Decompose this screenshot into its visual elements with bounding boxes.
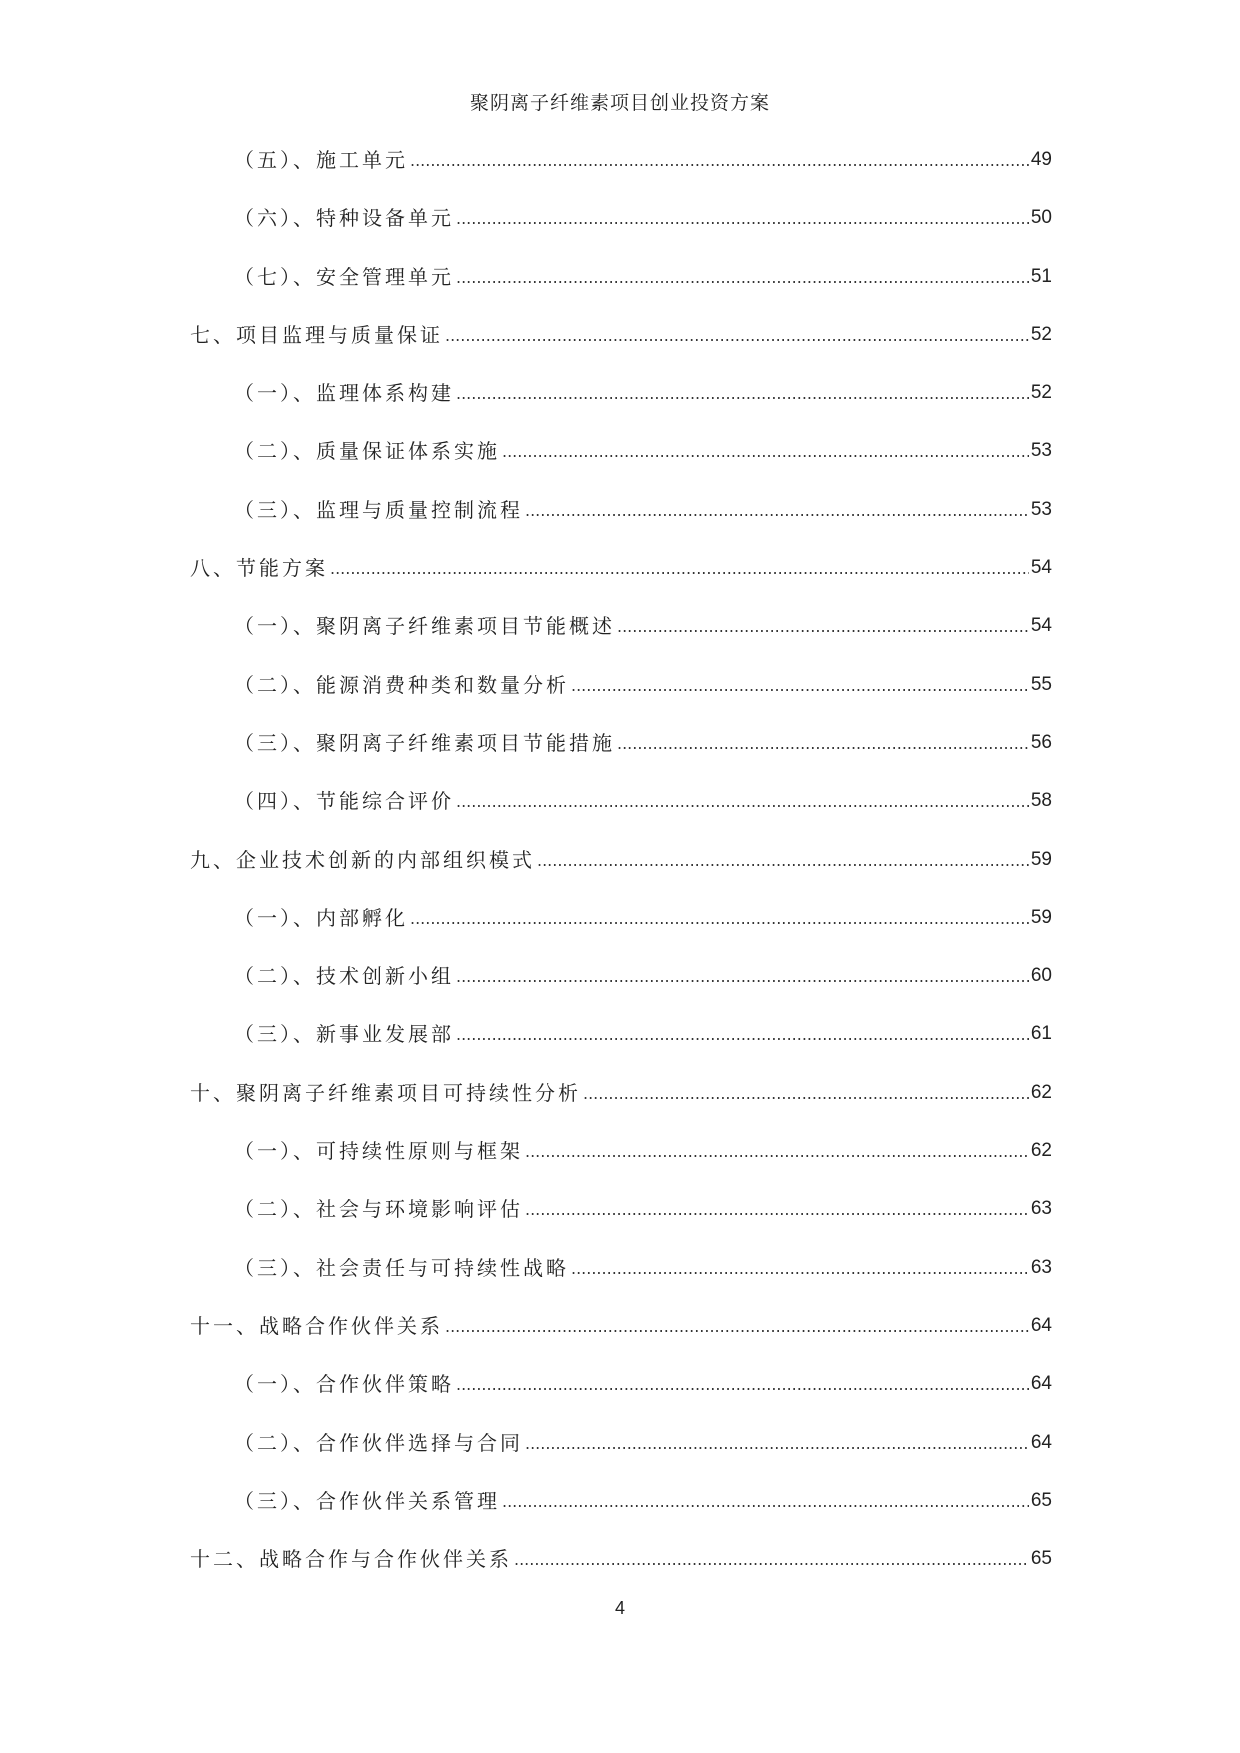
toc-entry-page-number: 65 bbox=[1030, 1548, 1052, 1570]
toc-section-entry[interactable] bbox=[190, 962, 1052, 1020]
toc-dot-leader bbox=[410, 146, 1029, 176]
toc-entry-title: 七、项目监理与质量保证 bbox=[190, 322, 443, 347]
toc-entry-page-number: 58 bbox=[1030, 790, 1052, 812]
toc-dot-leader bbox=[410, 904, 1029, 934]
toc-entry-title: 八、节能方案 bbox=[190, 556, 328, 581]
toc-entry-page-number: 62 bbox=[1030, 1140, 1052, 1162]
toc-dot-leader bbox=[502, 1487, 1029, 1517]
toc-chapter-entry[interactable] bbox=[190, 321, 1052, 379]
toc-dot-leader bbox=[617, 729, 1029, 759]
toc-entry-title: （三）、聚阴离子纤维素项目节能措施 bbox=[234, 730, 615, 755]
toc-entry-title: （二）、合作伙伴选择与合同 bbox=[234, 1430, 523, 1455]
toc-entry-title: （二）、社会与环境影响评估 bbox=[234, 1197, 523, 1222]
toc-entry-title: （一）、内部孵化 bbox=[234, 905, 408, 930]
toc-dot-leader bbox=[456, 787, 1029, 817]
toc-entry-title: 十、聚阴离子纤维素项目可持续性分析 bbox=[190, 1080, 581, 1105]
toc-entry-title: 九、企业技术创新的内部组织模式 bbox=[190, 847, 535, 872]
page-header-title: 聚阴离子纤维素项目创业投资方案 bbox=[469, 92, 770, 114]
toc-section-entry[interactable] bbox=[190, 1254, 1052, 1312]
toc-entry-title: （七）、安全管理单元 bbox=[234, 264, 454, 289]
toc-dot-leader bbox=[525, 1429, 1029, 1459]
toc-entry-page-number: 55 bbox=[1030, 673, 1052, 695]
toc-section-entry[interactable] bbox=[190, 1020, 1052, 1078]
toc-dot-leader bbox=[571, 1254, 1029, 1284]
toc-dot-leader bbox=[456, 379, 1029, 409]
toc-entry-title: （三）、社会责任与可持续性战略 bbox=[234, 1255, 569, 1280]
toc-entry-page-number: 54 bbox=[1030, 557, 1052, 579]
toc-entry-title: （六）、特种设备单元 bbox=[234, 206, 454, 231]
toc-section-entry[interactable] bbox=[190, 1429, 1052, 1487]
toc-entry-title: （三）、合作伙伴关系管理 bbox=[234, 1488, 500, 1513]
toc-entry-title: （三）、新事业发展部 bbox=[234, 1022, 454, 1047]
toc-section-entry[interactable] bbox=[190, 1137, 1052, 1195]
toc-entry-page-number: 65 bbox=[1030, 1489, 1052, 1511]
toc-dot-leader bbox=[525, 1195, 1029, 1225]
toc-entry-page-number: 52 bbox=[1030, 323, 1052, 345]
toc-entry-page-number: 50 bbox=[1030, 207, 1052, 229]
toc-entry-title: 十一、战略合作伙伴关系 bbox=[190, 1313, 443, 1338]
toc-entry-page-number: 64 bbox=[1030, 1431, 1052, 1453]
toc-dot-leader bbox=[456, 1370, 1029, 1400]
toc-entry-page-number: 60 bbox=[1030, 965, 1052, 987]
toc-section-entry[interactable] bbox=[190, 787, 1052, 845]
toc-chapter-entry[interactable] bbox=[190, 846, 1052, 904]
toc-entry-page-number: 63 bbox=[1030, 1198, 1052, 1220]
toc-entry-page-number: 62 bbox=[1030, 1081, 1052, 1103]
toc-dot-leader bbox=[330, 554, 1029, 584]
toc-entry-page-number: 61 bbox=[1030, 1023, 1052, 1045]
toc-section-entry[interactable] bbox=[190, 496, 1052, 554]
toc-entry-page-number: 53 bbox=[1030, 498, 1052, 520]
toc-entry-title: （一）、监理体系构建 bbox=[234, 381, 454, 406]
toc-entry-title: （五）、施工单元 bbox=[234, 148, 408, 172]
toc-entry-page-number: 51 bbox=[1030, 265, 1052, 287]
toc-entry-page-number: 49 bbox=[1030, 149, 1052, 170]
toc-dot-leader bbox=[525, 496, 1029, 526]
toc-section-entry[interactable] bbox=[190, 263, 1052, 321]
table-of-contents bbox=[190, 146, 1052, 1603]
toc-dot-leader bbox=[456, 263, 1029, 293]
toc-section-entry[interactable] bbox=[190, 146, 1052, 204]
page-number: 4 bbox=[614, 1598, 625, 1618]
toc-section-entry[interactable] bbox=[190, 1195, 1052, 1253]
toc-dot-leader bbox=[456, 962, 1029, 992]
toc-dot-leader bbox=[456, 1020, 1029, 1050]
toc-entry-title: （四）、节能综合评价 bbox=[234, 789, 454, 814]
toc-section-entry[interactable] bbox=[190, 612, 1052, 670]
toc-section-entry[interactable] bbox=[190, 904, 1052, 962]
toc-entry-page-number: 63 bbox=[1030, 1256, 1052, 1278]
toc-entry-page-number: 64 bbox=[1030, 1314, 1052, 1336]
toc-entry-page-number: 52 bbox=[1030, 382, 1052, 404]
toc-section-entry[interactable] bbox=[190, 671, 1052, 729]
toc-dot-leader bbox=[502, 437, 1029, 467]
toc-entry-page-number: 64 bbox=[1030, 1373, 1052, 1395]
toc-entry-page-number: 54 bbox=[1030, 615, 1052, 637]
toc-entry-title: （二）、技术创新小组 bbox=[234, 964, 454, 989]
toc-chapter-entry[interactable] bbox=[190, 1545, 1052, 1603]
toc-dot-leader bbox=[514, 1545, 1029, 1575]
toc-dot-leader bbox=[583, 1079, 1029, 1109]
toc-section-entry[interactable] bbox=[190, 729, 1052, 787]
toc-dot-leader bbox=[571, 671, 1029, 701]
toc-dot-leader bbox=[525, 1137, 1029, 1167]
toc-entry-title: 十二、战略合作与合作伙伴关系 bbox=[190, 1547, 512, 1572]
toc-entry-title: （一）、合作伙伴策略 bbox=[234, 1372, 454, 1397]
toc-dot-leader bbox=[456, 204, 1029, 234]
toc-dot-leader bbox=[445, 321, 1029, 351]
toc-chapter-entry[interactable] bbox=[190, 1312, 1052, 1370]
toc-dot-leader bbox=[617, 612, 1029, 642]
toc-section-entry[interactable] bbox=[190, 204, 1052, 262]
toc-chapter-entry[interactable] bbox=[190, 1079, 1052, 1137]
toc-dot-leader bbox=[445, 1312, 1029, 1342]
toc-dot-leader bbox=[537, 846, 1029, 876]
toc-section-entry[interactable] bbox=[190, 1370, 1052, 1428]
toc-chapter-entry[interactable] bbox=[190, 554, 1052, 612]
toc-entry-title: （一）、可持续性原则与框架 bbox=[234, 1139, 523, 1164]
toc-entry-page-number: 59 bbox=[1030, 906, 1052, 928]
toc-section-entry[interactable] bbox=[190, 1487, 1052, 1545]
toc-entry-page-number: 56 bbox=[1030, 731, 1052, 753]
toc-section-entry[interactable] bbox=[190, 379, 1052, 437]
toc-section-entry[interactable] bbox=[190, 437, 1052, 495]
toc-entry-page-number: 53 bbox=[1030, 440, 1052, 462]
toc-entry-title: （二）、能源消费种类和数量分析 bbox=[234, 672, 569, 697]
toc-entry-title: （三）、监理与质量控制流程 bbox=[234, 497, 523, 522]
toc-entry-title: （二）、质量保证体系实施 bbox=[234, 439, 500, 464]
toc-entry-page-number: 59 bbox=[1030, 848, 1052, 870]
toc-entry-title: （一）、聚阴离子纤维素项目节能概述 bbox=[234, 614, 615, 639]
